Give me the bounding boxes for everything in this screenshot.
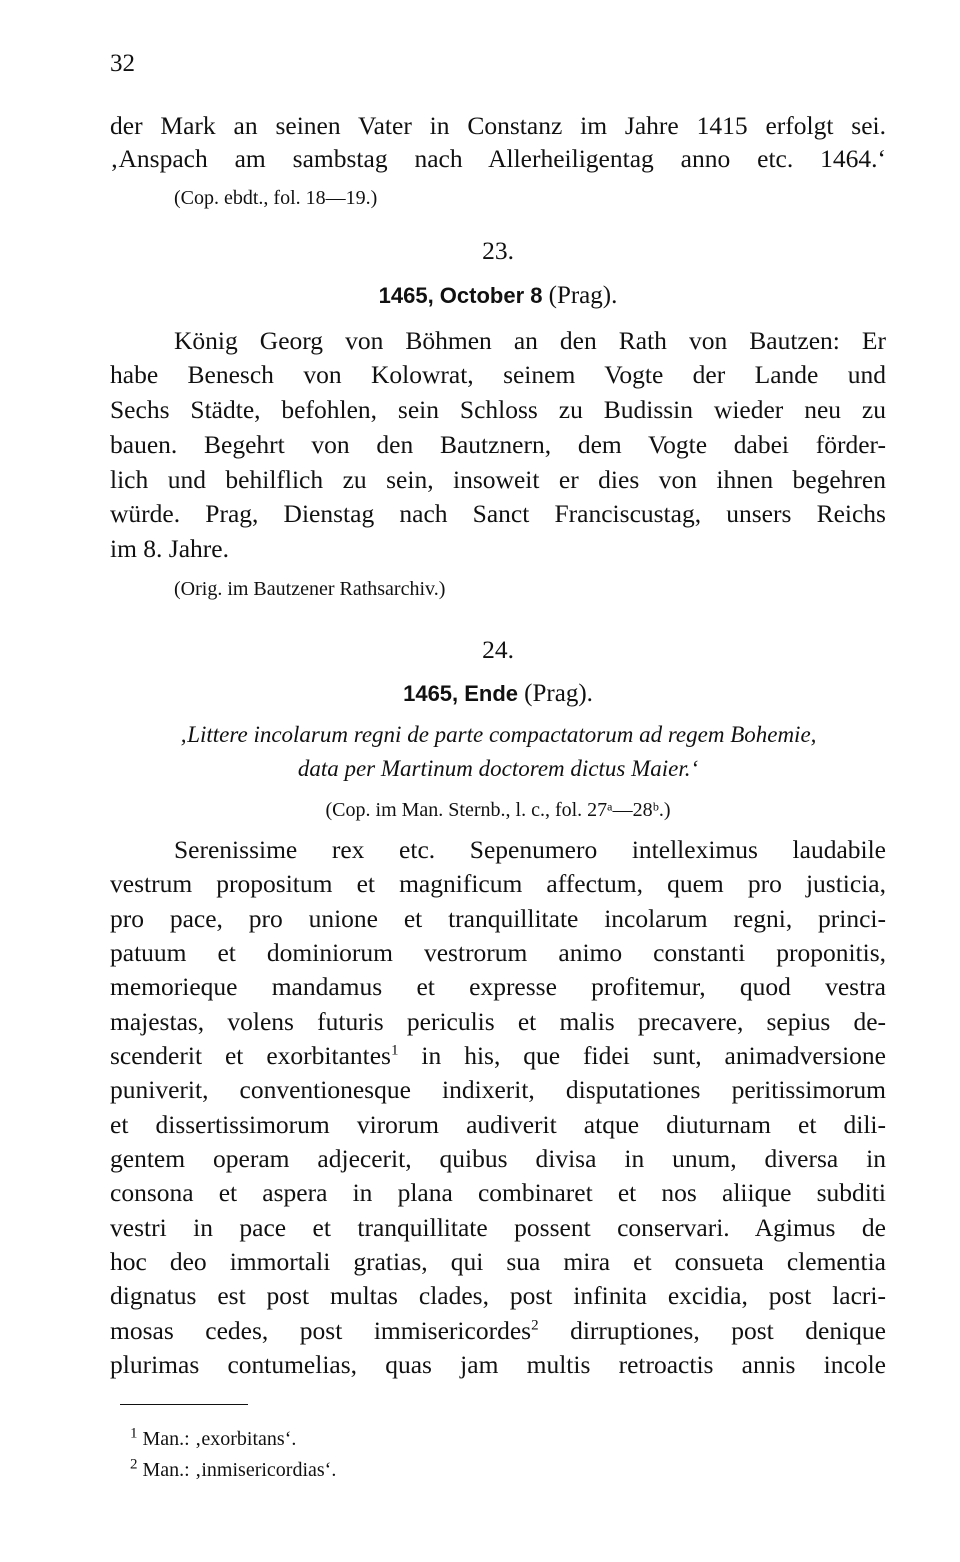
footnote-mark: 1 xyxy=(130,1425,138,1442)
text-line: consona et aspera in plana combinaret et nos aliique subditi xyxy=(110,1178,886,1207)
footnote-divider xyxy=(120,1404,248,1405)
document-heading xyxy=(110,678,886,710)
text-fragment: mosas cedes, post immisericordes xyxy=(110,1316,532,1345)
document-place: (Prag). xyxy=(548,282,618,309)
text-line: König Georg von Böhmen an den Rath von Bautzen: Er xyxy=(174,326,886,355)
document-title: ‚Littere incolarum regni de parte compactatorum ad regem Bohemie, xyxy=(179,722,817,747)
document-place: (Prag). xyxy=(524,680,593,707)
footnote-text: Man.: ‚exorbitans‘. xyxy=(142,1428,297,1450)
text-line: ‚Anspach am sambstag nach Allerheiligentag anno etc. 1464.‘ xyxy=(110,144,886,173)
text-line xyxy=(110,1315,886,1347)
page-number: 32 xyxy=(110,50,135,77)
text-line: et dissertissimorum virorum audiverit atque diuturnam et dili- xyxy=(110,1110,886,1139)
text-line: pro pace, pro unione et tranquillitate incolarum regni, princi- xyxy=(110,904,886,933)
text-line: würde. Prag, Dienstag nach Sanct Franciscustag, unsers Reichs xyxy=(110,499,886,528)
text-line: habe Benesch von Kolowrat, seinem Vogte der Lande und xyxy=(110,360,886,389)
source-note: (Orig. im Bautzener Rathsarchiv.) xyxy=(174,578,446,600)
footnote-ref: 1 xyxy=(390,1042,399,1059)
text-line: vestri in pace et tranquillitate possent conservari. Agimus de xyxy=(110,1213,886,1242)
page xyxy=(110,0,886,1562)
text-line: der Mark an seinen Vater in Constanz im Jahre 1415 erfolgt sei. xyxy=(110,111,886,140)
text-line: hoc deo immortali gratias, qui sua mira et consueta clementia xyxy=(110,1247,886,1276)
text-line xyxy=(110,1040,886,1072)
document-number: 24. xyxy=(482,635,514,664)
source-note: (Cop. ebdt., fol. 18—19.) xyxy=(174,187,378,209)
text-line: Serenissime rex etc. Sepenumero intelleximus laudabile xyxy=(174,835,886,864)
text-line: vestrum propositum et magnificum affectum, quem pro justicia, xyxy=(110,869,886,898)
text-line: im 8. Jahre. xyxy=(110,534,229,563)
text-line: Sechs Städte, befohlen, sein Schloss zu Budissin wieder neu zu xyxy=(110,395,886,424)
text-line: puniverit, conventionesque indixerit, disputationes peritissimorum xyxy=(110,1075,886,1104)
source-note: (Cop. im Man. Sternb., l. c., fol. 27ᵃ—28ᵇ.) xyxy=(325,799,671,821)
footnote xyxy=(130,1425,297,1451)
text-line: patuum et dominiorum vestrorum animo constanti proponitis, xyxy=(110,938,886,967)
document-date: 1465, Ende xyxy=(403,681,519,706)
text-line: gentem operam adjecerit, quibus divisa in unum, diversa in xyxy=(110,1144,886,1173)
text-line: majestas, volens futuris periculis et malis precavere, sepius de- xyxy=(110,1007,886,1036)
text-fragment: scenderit et exorbitantes xyxy=(110,1041,391,1070)
footnote-text: Man.: ‚inmisericordias‘. xyxy=(142,1459,337,1481)
text-line: dignatus est post multas clades, post infinita excidia, post lacri- xyxy=(110,1281,886,1310)
text-fragment: dirruptiones, post denique xyxy=(538,1316,886,1345)
text-line: memorieque mandamus et expresse profitemur, quod vestra xyxy=(110,972,886,1001)
text-line: plurimas contumelias, quas jam multis retroactis annis incole xyxy=(110,1350,886,1379)
text-line: bauen. Begehrt von den Bautznern, dem Vogte dabei förder- xyxy=(110,430,886,459)
text-fragment: in his, que fidei sunt, animadversione xyxy=(398,1041,886,1070)
footnote-ref: 2 xyxy=(531,1317,539,1334)
footnote-mark: 2 xyxy=(130,1456,138,1473)
footnote xyxy=(130,1456,337,1482)
text-line: lich und behilflich zu sein, insoweit er dies von ihnen begehren xyxy=(110,465,886,494)
document-heading xyxy=(110,280,886,312)
document-date: 1465, October 8 xyxy=(378,283,543,308)
document-title: data per Martinum doctorem dictus Maier.‘ xyxy=(297,756,699,781)
document-number: 23. xyxy=(482,236,514,265)
